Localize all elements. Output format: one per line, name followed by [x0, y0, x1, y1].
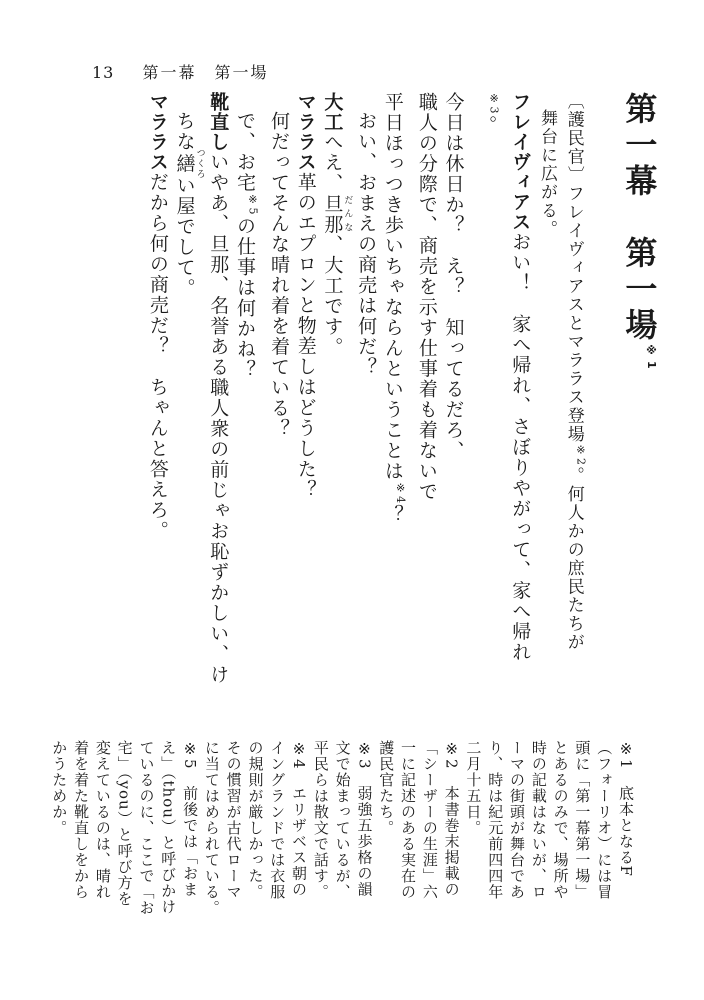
speech-line: で、お宅$^{※5}$の仕事は何かね？	[233, 111, 260, 380]
note-line: ーマの街頭が舞台であ	[508, 740, 527, 900]
note-line: ているのに、ここで「お	[137, 740, 156, 916]
note-line: ※1 底本となるF	[617, 740, 635, 877]
scene-title	[615, 92, 675, 692]
note-ref-5: ※5	[246, 193, 260, 216]
note-ref-3: ※3	[487, 92, 501, 115]
speaker-name: 大工	[321, 92, 344, 132]
speaker-name: マララス	[294, 92, 317, 172]
speech-cobbler: 靴直しいやあ、旦那、名誉ある職人衆の前じゃお恥ずかしい、け	[207, 92, 230, 685]
note-line: ※5 前後では「おま	[181, 740, 200, 898]
speech-line: 職人の分際で、商売を示す仕事着も着ないで	[415, 92, 438, 502]
speaker-name: フレイヴィアス	[509, 92, 532, 232]
speech-carpenter: 大工へえ、旦那 だんな、大工です。	[321, 92, 353, 358]
note-line: 宅」（you）と呼び方を	[115, 740, 134, 907]
note-line: 頭に「第一幕第一場」	[573, 740, 592, 900]
note-ref-1: ※1	[645, 344, 658, 373]
stage-direction-cont: 舞台に広がる。	[536, 109, 557, 239]
note-line: ※2 本書巻末掲載の	[442, 740, 461, 898]
note-line: イングランドでは衣服	[268, 740, 287, 900]
note-line: かうためか。	[50, 740, 69, 836]
stage-direction: 〔護民官〕フレイヴィアスとマララス登場$^{※2}$。何人かの庶民たちが	[563, 92, 588, 652]
page-number: 13	[92, 63, 115, 82]
note-line: え」（thou）と呼びかけ	[159, 740, 178, 915]
note-line: 護民官たち。	[377, 740, 396, 836]
footnotes	[50, 740, 636, 960]
ruby-tsukuro: 繕 つくろ	[173, 148, 205, 180]
note-line: の規則が厳しかった。	[246, 740, 265, 900]
note-line: り、時は紀元前四四年	[486, 740, 505, 900]
note-line: ※4 エリザベス朝の	[290, 740, 309, 898]
note-ref-2: ※2	[574, 443, 588, 467]
speaker-name: 靴直し	[207, 92, 230, 152]
speaker-name: マララス	[146, 92, 169, 172]
note-line: その慣習が古代ローマ	[224, 740, 243, 900]
speech-line: ちな繕 つくろい屋でして。	[173, 111, 205, 299]
note-line: ※3 弱強五歩格の韻	[355, 740, 374, 898]
note-line: に当てはめられている。	[202, 740, 221, 916]
note-line: 文で始まっているが、	[333, 740, 352, 900]
play-text	[70, 92, 675, 692]
note-line: とあるのみで、場所や	[551, 740, 570, 900]
speech-line: 今日は休日か？ え？ 知ってるだろ、	[442, 92, 465, 461]
note-line: 平民らは散文で話す。	[311, 740, 330, 900]
note-line: 「シーザーの生涯」六	[420, 740, 439, 900]
speech-marullus-2: マララスだから何の商売だ？ ちゃんと答えろ。	[146, 92, 169, 541]
scene-title-text: 第一幕 第一場	[620, 92, 659, 344]
note-line: 時の記載はないが、ロ	[529, 740, 548, 900]
page-header	[92, 60, 268, 83]
speech-line: 平日ほっつき歩いちゃならんということは$^{※4}$？	[381, 92, 408, 525]
note-line: 着を着た靴直しをから	[72, 740, 91, 900]
note-line: 二月十五日。	[464, 740, 483, 836]
note-line: 一に記述のある実在の	[399, 740, 418, 900]
ruby-danna: 旦那 だんな	[321, 193, 353, 235]
running-title: 第一幕 第一場	[142, 63, 269, 82]
note-line: （フォーリオ）には冒	[595, 740, 614, 900]
speech-flavius: フレイヴィアスおい！ 家へ帰れ、さぼりやがって、家へ帰れ$^{※3}$。	[475, 92, 532, 663]
speech-line: おい、おまえの商売は何だ？	[355, 111, 378, 378]
note-line: 変えているのは、晴れ	[93, 740, 112, 900]
speech-marullus: マララス革のエプロンと物差しはどうした？	[294, 92, 317, 500]
speech-line: 何だってそんな晴れ着を着ている？	[268, 111, 290, 439]
note-ref-4: ※4	[394, 481, 408, 505]
